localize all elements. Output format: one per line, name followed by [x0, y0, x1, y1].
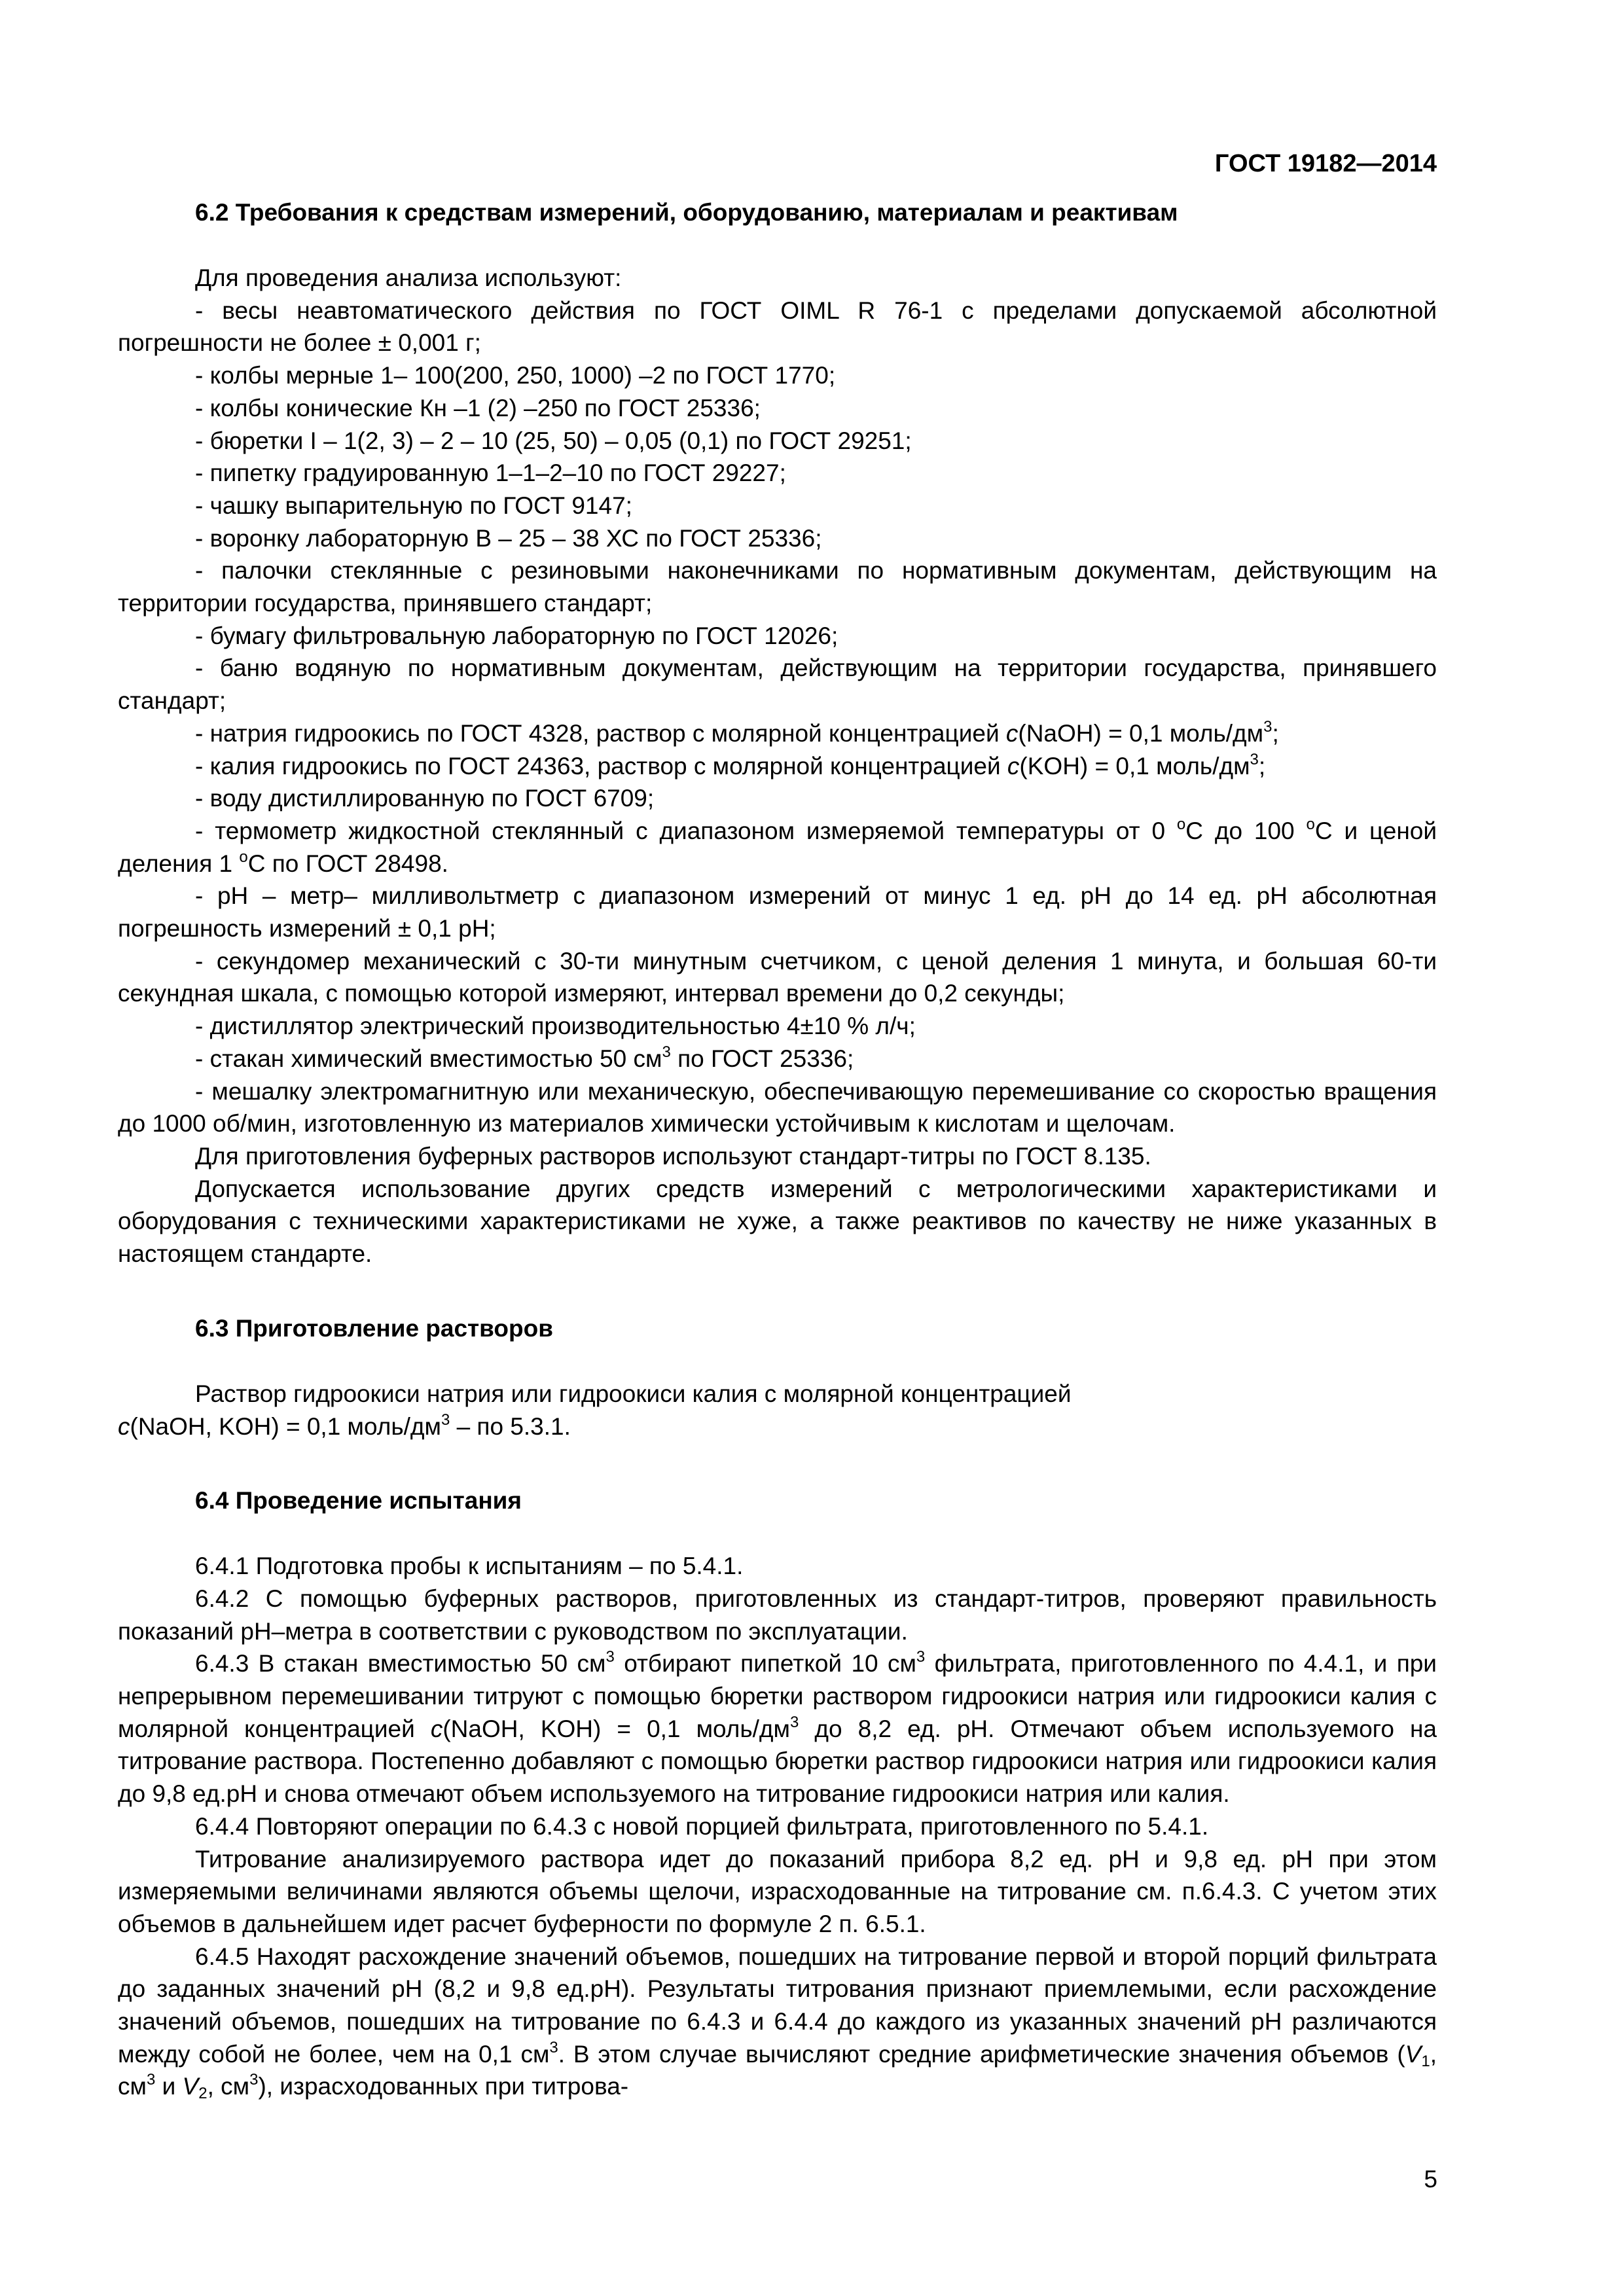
paragraph: Допускается использование других средств измерений с метрологическими характеристиками и оборудования с техническими характеристиками не хуже, а также реактивов по качеству не ниже указанных в настоящем стандарте.	[118, 1175, 1437, 1268]
list-item: - натрия гидроокись по ГОСТ 4328, раствор с молярной концентрацией c(NaOH) = 0,1 моль/$дм^3$;	[195, 717, 1279, 747]
list-item: - воронку лабораторную В – 25 – 38 ХС по ГОСТ 25336;	[195, 524, 822, 552]
list-item: - баню водяную по нормативным документам, действующим на территории государства, принявшего стандарт;	[118, 655, 1437, 715]
list-item: - мешалку электромагнитную или механическую, обеспечивающую перемешивание со скоростью вращения до 1000 об/мин, изготовленную из материалов химически устойчивым к кислотам и щелочам.	[118, 1077, 1437, 1138]
paragraph: 6.4.1 Подготовка пробы к испытаниям – по 5.4.1.	[195, 1552, 744, 1580]
paragraph: 6.4.4 Повторяют операции по 6.4.3 с новой порцией фильтрата, приготовленного по 5.4.1.	[195, 1812, 1209, 1840]
list-item: - дистиллятор электрический производительностью 4±10 % л/ч;	[195, 1013, 916, 1040]
section-6-3-title: 6.3 Приготовление растворов	[195, 1314, 553, 1342]
list-item: - весы неавтоматического действия по ГОСТ OIML R 76-1 с пределами допускаемой абсолютной погрешности не более ± 0,001 г;	[118, 296, 1437, 357]
list-item: - рН – метр– милливольтметр с диапазоном измерений от минус 1 ед. рН до 14 ед. рН абсолютная погрешность измерений ± 0,1 рН;	[118, 882, 1437, 942]
paragraph: Титрование анализируемого раствора идет до показаний прибора 8,2 ед. рН и 9,8 ед. рН при этом измеряемыми величинами являются объемы щелочи, израсходованные на титрование см. п.6.4.3. С учетом этих объемов в дальнейшем идет расчет буферности по формуле 2 п. 6.5.1.	[118, 1845, 1437, 1937]
paragraph: 6.4.2 С помощью буферных растворов, приготовленных из стандарт-титров, проверяют правильность показаний рН–метра в соответствии с руководством по эксплуатации.	[118, 1585, 1437, 1645]
list-item: - бумагу фильтровальную лабораторную по ГОСТ 12026;	[195, 622, 839, 649]
paragraph: 6.4.3 В стакан вместимостью 50 $см^3$ отбирают пипеткой 10 $см^3$ фильтрата, приготовленного по 4.4.1, и при непрерывном перемешивании титруют с помощью бюретки раствором гидроокиси натрия или гидроокиси калия с молярной концентрацией c(NaOH, KOH) = 0,1 моль/$дм^3$ до 8,2 ед. рН. Отмечают объем используемого на титрование раствора. Постепенно добавляют с помощью бюретки раствор гидроокиси натрия или гидроокиси калия до 9,8 ед.рН и снова отмечают объем используемого на титрование гидроокиси натрия или калия.	[118, 1648, 1437, 1808]
section-6-4-title: 6.4 Проведение испытания	[195, 1487, 522, 1515]
list-item: - термометр жидкостной стеклянный с диапазоном измеряемой температуры от 0 $^о$С до 100 $^о$С и ценой деления 1 $^о$С по ГОСТ 28498.	[118, 815, 1437, 877]
list-item: - пипетку градуированную 1–1–2–10 по ГОСТ 29227;	[195, 459, 786, 487]
paragraph: 6.4.5 Находят расхождение значений объемов, пошедших на титрование первой и второй порций фильтрата до заданных значений рН (8,2 и 9,8 ед.рН). Результаты титрования признают приемлемыми, если расхождение значений объемов, пошедших на титрование по 6.4.3 и 6.4.4 до каждого из указанных значений рН различаются между собой не более, чем на 0,1 $см^3$. В этом случае вычисляют средние арифметические значения объемов ($V_1$, $см^3$ и $V_2$, $см^3$), израсходованных при титрова-	[118, 1943, 1437, 2103]
list-item: - секундомер механический с 30-ти минутным счетчиком, с ценой деления 1 минута, и большая 60-ти секундная шкала, с помощью которой измеряют, интервал времени до 0,2 секунды;	[118, 947, 1437, 1007]
paragraph: Для приготовления буферных растворов используют стандарт-титры по ГОСТ 8.135.	[195, 1142, 1151, 1170]
list-item: - палочки стеклянные с резиновыми наконечниками по нормативным документам, действующим на территории государства, принявшего стандарт;	[118, 557, 1437, 617]
paragraph: Раствор гидроокиси натрия или гидроокиси калия с молярной концентрацией	[195, 1380, 1072, 1407]
section-6-2-title: 6.2 Требования к средствам измерений, оборудованию, материалам и реактивам	[195, 199, 1178, 226]
list-item: - чашку выпарительную по ГОСТ 9147;	[195, 492, 632, 519]
page-number: 5	[1424, 2166, 1437, 2193]
list-item: - воду дистиллированную по ГОСТ 6709;	[195, 785, 655, 812]
document-code: ГОСТ 19182—2014	[1214, 150, 1437, 177]
list-item: - стакан химический вместимостью 50 $см^3$ по ГОСТ 25336;	[195, 1043, 854, 1072]
list-item: - колбы мерные 1– 100(200, 250, 1000) –2 по ГОСТ 1770;	[195, 362, 836, 389]
paragraph: Для проведения анализа используют:	[195, 264, 622, 291]
document-page	[118, 147, 1437, 2103]
list-item: - колбы конические Кн –1 (2) –250 по ГОСТ 25336;	[195, 394, 761, 422]
list-item: - бюретки I – 1(2, 3) – 2 – 10 (25, 50) – 0,05 (0,1) по ГОСТ 29251;	[195, 427, 912, 454]
list-item: - калия гидроокись по ГОСТ 24363, раствор с молярной концентрацией c(KOH) = 0,1 моль/$дм^3$;	[195, 750, 1266, 780]
formula-line: c(NaOH, KOH) = 0,1 моль/$дм^3$ – по 5.3.1.	[118, 1410, 571, 1440]
